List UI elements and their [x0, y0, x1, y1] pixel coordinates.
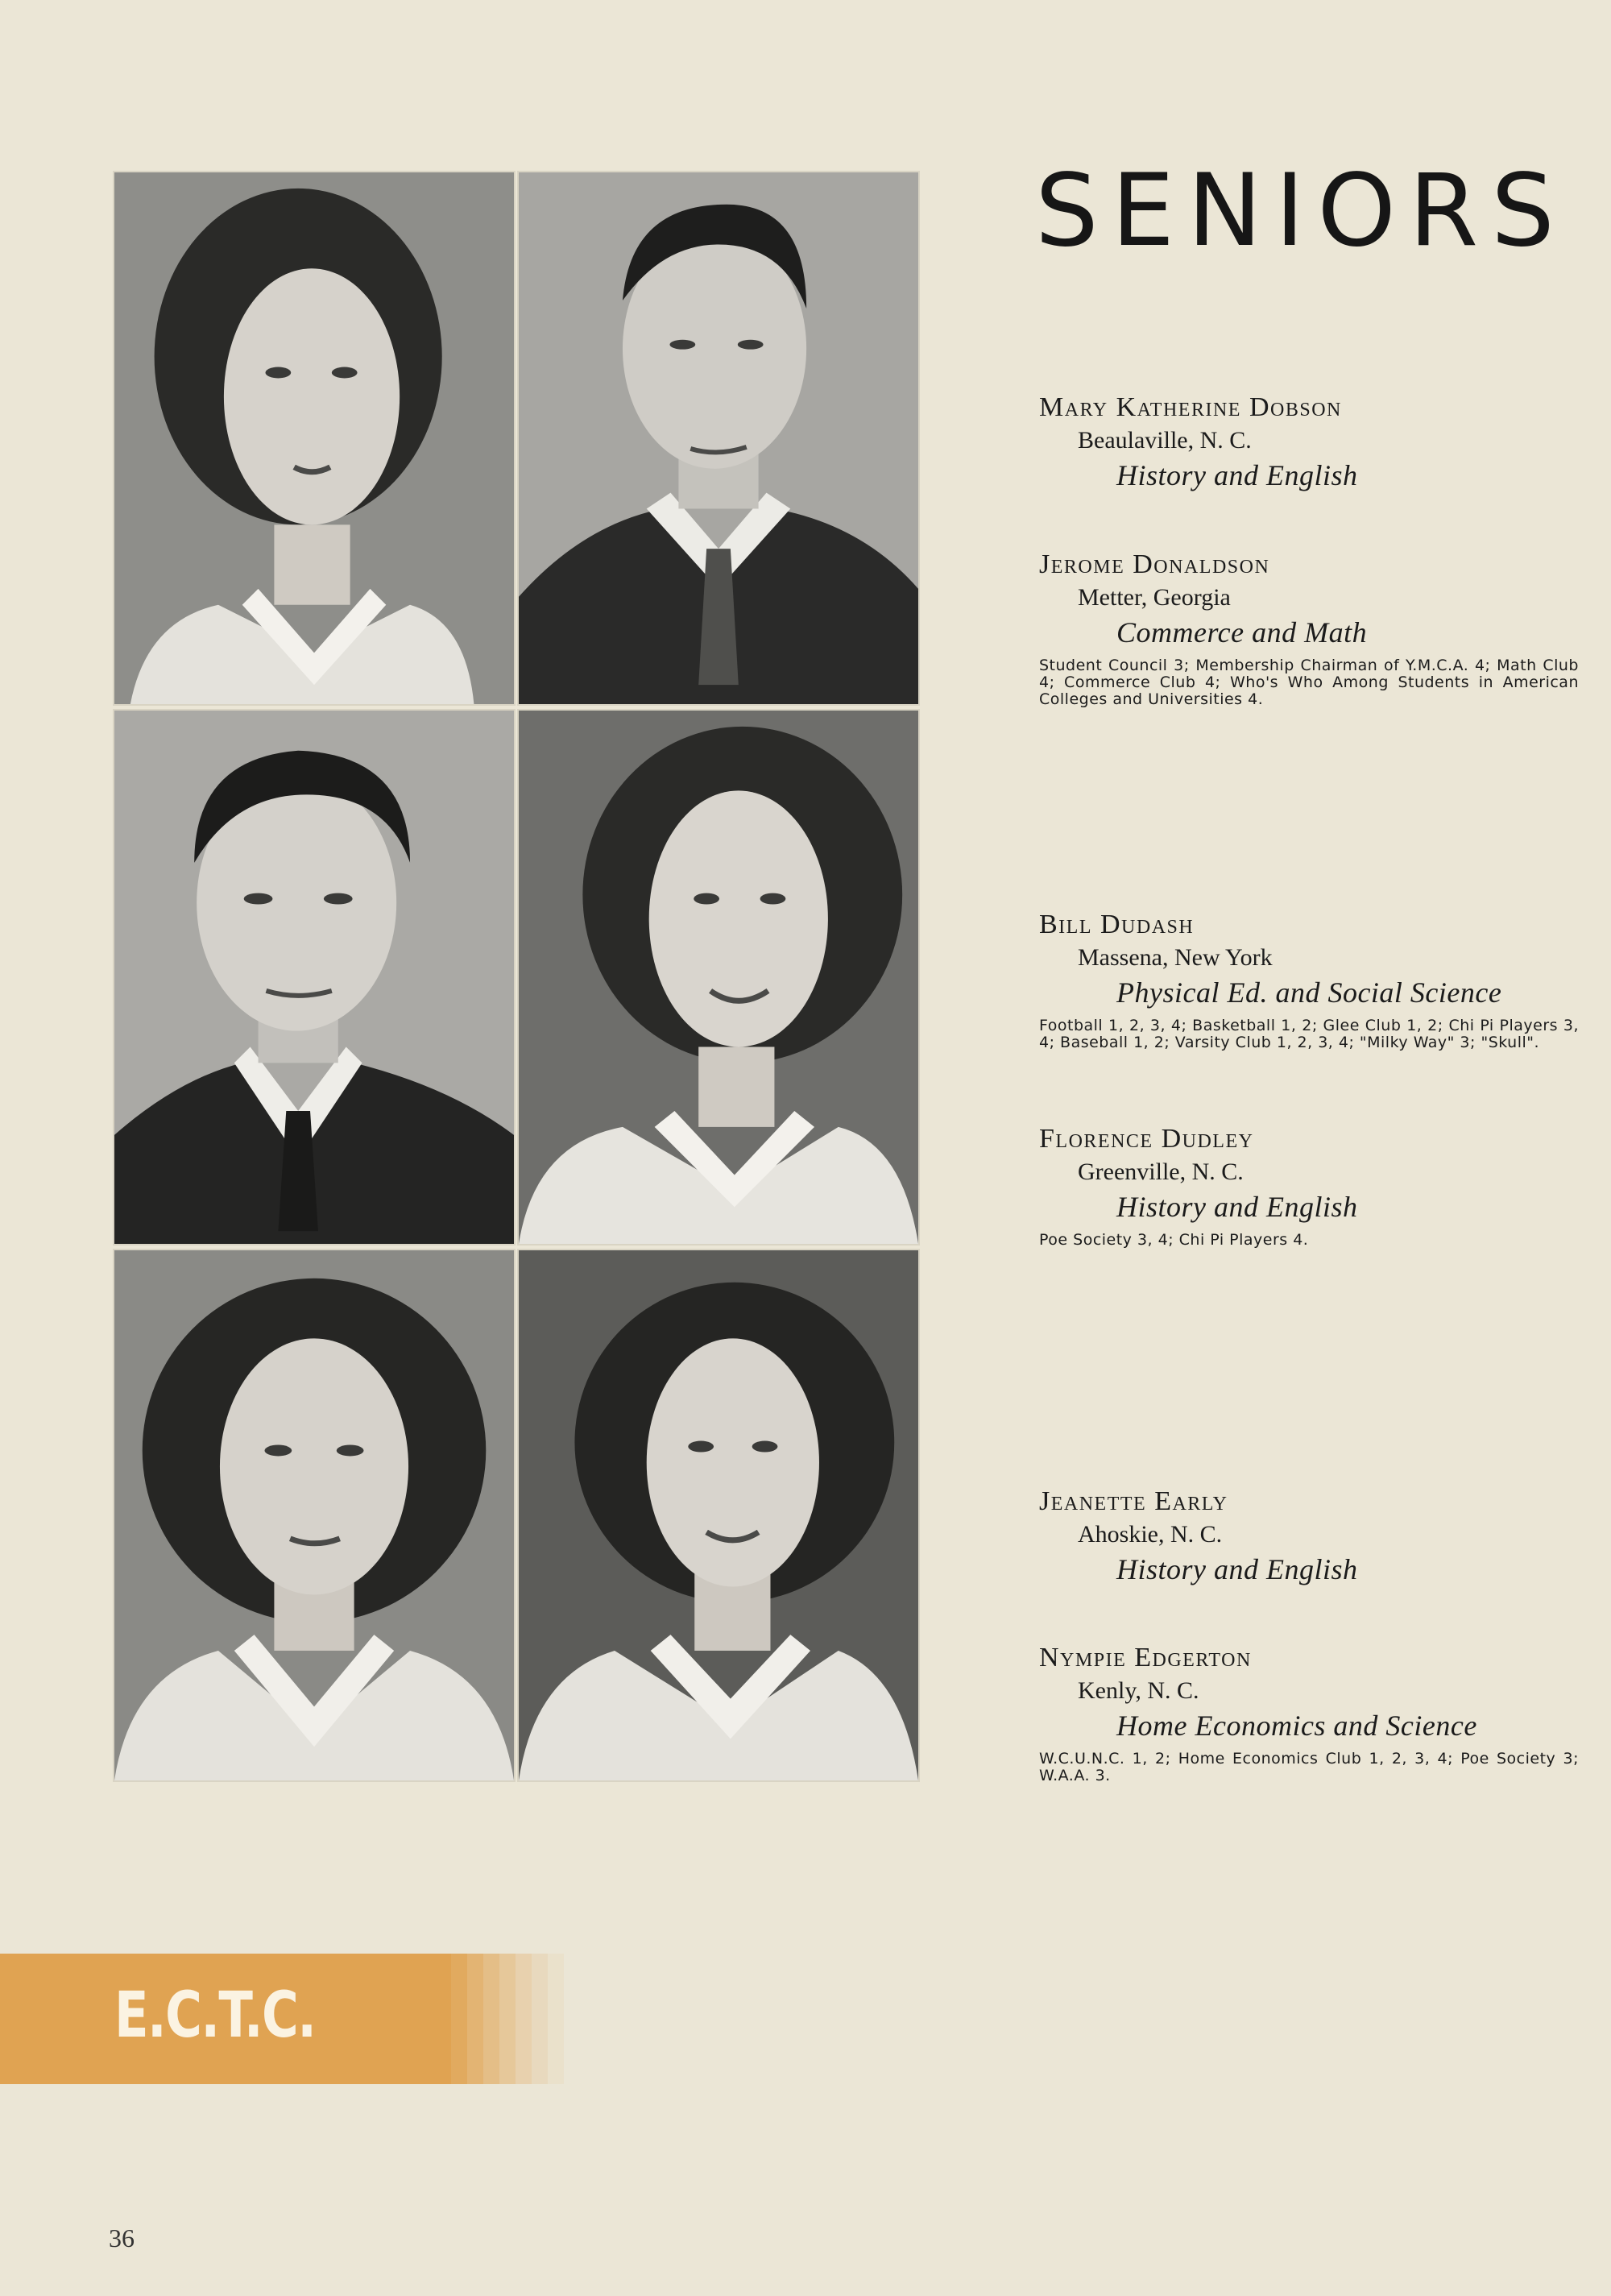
- portrait-nympie-edgerton: [517, 1249, 920, 1782]
- student-name: Nympie Edgerton: [1039, 1643, 1252, 1672]
- student-name: Mary Katherine Dobson: [1039, 392, 1342, 422]
- student-entry: [1039, 548, 1579, 708]
- student-entry: [1039, 1122, 1579, 1249]
- student-hometown: Massena, New York: [1078, 944, 1273, 971]
- page-number: 36: [109, 2223, 135, 2252]
- student-activities: Football 1, 2, 3, 4; Basketball 1, 2; Glee Club 1, 2; Chi Pi Players 3, 4; Baseball 1, 2; Varsity Club 1, 2, 3, 4; "Milky Way" 3; "Skull".: [1039, 1017, 1579, 1051]
- student-name: Florence Dudley: [1039, 1124, 1254, 1154]
- student-major: Commerce and Math: [1116, 616, 1368, 649]
- student-hometown: Greenville, N. C.: [1078, 1158, 1244, 1185]
- student-activities: W.C.U.N.C. 1, 2; Home Economics Club 1, 2, 3, 4; Poe Society 3; W.A.A. 3.: [1039, 1750, 1579, 1784]
- student-name: Jeanette Early: [1039, 1486, 1228, 1516]
- student-hometown: Kenly, N. C.: [1078, 1677, 1199, 1704]
- student-entry: [1039, 1641, 1579, 1784]
- student-hometown: Metter, Georgia: [1078, 584, 1231, 611]
- student-hometown: Ahoskie, N. C.: [1078, 1521, 1223, 1548]
- portrait-bill-dudash: [113, 709, 516, 1245]
- page-title: SENIORS: [1035, 153, 1568, 269]
- student-activities: Poe Society 3, 4; Chi Pi Players 4.: [1039, 1231, 1309, 1249]
- portrait-jeanette-early: [113, 1249, 516, 1782]
- student-entry: [1039, 391, 1579, 494]
- student-name: Bill Dudash: [1039, 910, 1195, 939]
- student-major: Home Economics and Science: [1116, 1710, 1477, 1742]
- portrait-mary-katherine-dobson: [113, 171, 516, 706]
- student-entry: [1039, 908, 1579, 1051]
- portrait-florence-dudley: [517, 709, 920, 1245]
- student-major: Physical Ed. and Social Science: [1116, 976, 1502, 1009]
- student-major: History and English: [1116, 1191, 1358, 1223]
- portrait-grid: [113, 171, 920, 1782]
- student-major: History and English: [1116, 459, 1358, 491]
- student-hometown: Beaulaville, N. C.: [1078, 427, 1252, 454]
- student-entry: [1039, 1485, 1579, 1588]
- student-activities: Student Council 3; Membership Chairman of Y.M.C.A. 4; Math Club 4; Commerce Club 4; Who's Who Among Students in American Colleges and Universities 4.: [1039, 657, 1579, 708]
- banner-label: E.C.T.C.: [114, 1979, 316, 2052]
- student-major: History and English: [1116, 1553, 1358, 1585]
- portrait-jerome-donaldson: [517, 171, 920, 706]
- student-name: Jerome Donaldson: [1039, 549, 1270, 579]
- ectc-banner: [0, 1954, 564, 2084]
